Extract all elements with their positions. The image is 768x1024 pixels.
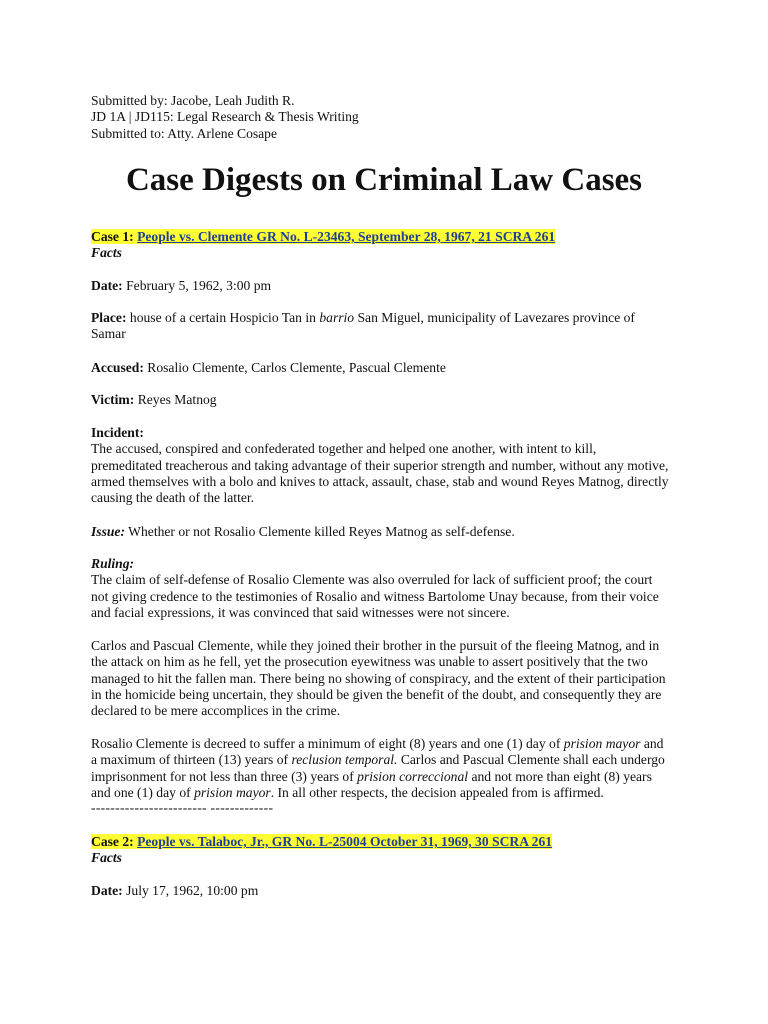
case1-incident: [91, 425, 691, 506]
case1-paragraph-3: [91, 736, 691, 801]
incident-label: Incident:: [91, 425, 144, 440]
incident-line: causing the death of the latter.: [91, 490, 255, 506]
date-value: February 5, 1962, 3:00 pm: [126, 278, 272, 293]
place-barrio: barrio: [319, 310, 355, 325]
sentence-text: and one (1) day of: [91, 784, 191, 800]
submitted-by: Submitted by: Jacobe, Leah Judith R.: [91, 93, 295, 108]
issue-label: Issue:: [91, 524, 125, 539]
ruling-line: and facial expressions, it was convinced that said witnesses were not sincere.: [91, 604, 510, 620]
case2-facts-heading: [91, 850, 691, 866]
sentence-text: Rosalio Clemente is decreed to suffer a minimum of eight (8) years and one (1) day of: [91, 736, 561, 751]
facts-label: Facts: [91, 850, 122, 865]
ruling-line: The claim of self-defense of Rosalio Clemente was also overruled for lack of sufficient proof; the court: [91, 572, 653, 588]
latin-term: prision mayor: [563, 736, 641, 751]
victim-value: Reyes Matnog: [137, 392, 217, 407]
issue-value: Whether or not Rosalio Clemente killed Reyes Matnog as self-defense.: [128, 524, 515, 539]
case1-place: [91, 310, 691, 343]
sentence-text: a maximum of thirteen (13) years of: [91, 752, 289, 768]
date-label: Date:: [91, 278, 123, 293]
paragraph-line: managed to hit the fallen man. There being no showing of conspiracy, and the extent of their participation: [91, 670, 666, 686]
date-label: Date:: [91, 883, 123, 898]
latin-term: prision correccional: [357, 768, 469, 784]
case1-facts-heading: [91, 245, 691, 261]
accused-value: Rosalio Clemente, Carlos Clemente, Pascual Clemente: [147, 360, 446, 375]
ruling-line: not giving credence to the testimonies of Rosalio and witness Bartolome Unay because, from their voice: [91, 588, 659, 604]
case1-heading: [91, 229, 691, 245]
sentence-text: . In all other respects, the decision appealed from is affirmed.: [270, 784, 604, 800]
course-line: JD 1A | JD115: Legal Research & Thesis Writing: [91, 109, 359, 125]
submission-header: [91, 93, 691, 142]
paragraph-line: Carlos and Pascual Clemente, while they joined their brother in the pursuit of the fleeing Matnog, and in: [91, 638, 660, 653]
case1-heading-highlight: [91, 229, 555, 244]
case2-date: [91, 883, 691, 899]
sentence-text: Carlos and Pascual Clemente shall each undergo: [400, 752, 665, 768]
place-text-a: house of a certain Hospicio Tan in: [129, 310, 316, 325]
sentence-text: and not more than eight (8) years: [471, 768, 652, 784]
victim-label: Victim:: [91, 392, 135, 407]
paragraph-line: [91, 769, 691, 785]
document-title: Case Digests on Criminal Law Cases: [125, 162, 643, 198]
paragraph-line: declared to be mere accomplices in the crime.: [91, 703, 341, 719]
case1-citation-link[interactable]: People vs. Clemente GR No. L-23463, September 28, 1967, 21 SCRA 261: [137, 229, 556, 244]
paragraph-line: [91, 752, 691, 768]
case1-date: [91, 278, 691, 294]
submitted-to: Submitted to: Atty. Arlene Cosape: [91, 125, 278, 141]
date-value: July 17, 1962, 10:00 pm: [126, 883, 259, 898]
place-text-b: San Miguel, municipality of Lavezares province of: [357, 310, 635, 325]
sentence-text: imprisonment for not less than three (3) years of: [91, 768, 354, 784]
paragraph-line: [91, 785, 691, 801]
case1-ruling: [91, 556, 691, 621]
incident-line: armed themselves with a bolo and knives to attack, assault, chase, stab and wound Reyes Matnog, directly: [91, 473, 669, 489]
case2-citation-link[interactable]: People vs. Talaboc, Jr., GR No. L-25004 October 31, 1969, 30 SCRA 261: [137, 834, 553, 849]
facts-label: Facts: [91, 245, 122, 260]
latin-term: prision mayor: [194, 784, 271, 800]
place-text-c: Samar: [91, 326, 126, 342]
section-separator: ------------------------ -------------: [91, 800, 274, 815]
paragraph-line: the attack on him as he fell, yet the prosecution eyewitness was unable to assert positively that the two: [91, 654, 648, 670]
case2-heading-highlight: [91, 834, 552, 849]
case2-label: Case 2:: [91, 834, 134, 849]
case1-paragraph-2: [91, 638, 691, 719]
case1-label: Case 1:: [91, 229, 134, 244]
place-label: Place:: [91, 310, 127, 325]
case2-heading: [91, 834, 691, 850]
case1-issue: [91, 524, 691, 540]
incident-line: The accused, conspired and confederated together and helped one another, with intent to kill,: [91, 441, 597, 457]
paragraph-line: in the homicide being uncertain, they should be given the benefit of the doubt, and consequently they are: [91, 686, 662, 702]
ruling-label: Ruling:: [91, 556, 135, 571]
latin-term: reclusion temporal.: [291, 752, 398, 768]
sentence-text: and: [643, 736, 664, 751]
paragraph-line: [91, 736, 691, 752]
case1-accused: [91, 360, 691, 376]
case1-victim: [91, 392, 691, 408]
incident-line: premeditated treacherous and taking advantage of their superior strength and number, without any motive,: [91, 457, 669, 473]
accused-label: Accused:: [91, 360, 144, 375]
